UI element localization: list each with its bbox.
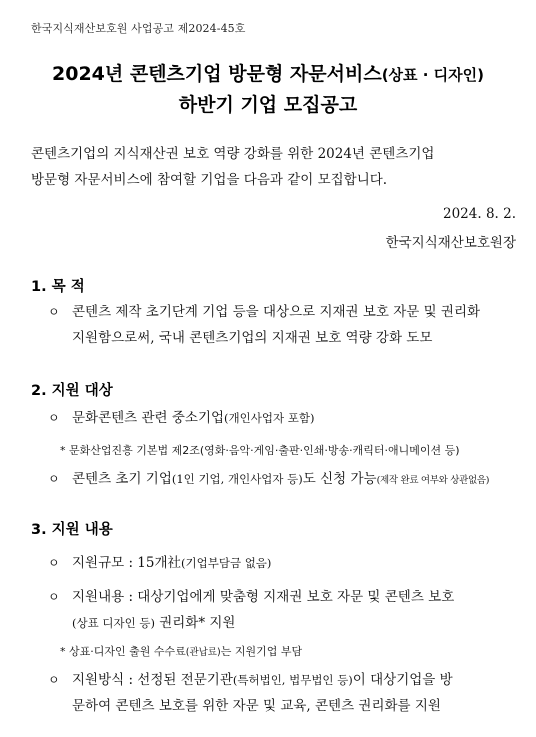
bullet-marker: ㅇ	[48, 411, 60, 425]
target-item-2-d: (제작 완료 여부와 상관없음)	[376, 475, 490, 486]
intro-line-2: 방문형 자문서비스에 참여할 기업을 다음과 같이 모집합니다.	[31, 172, 388, 188]
purpose-line-1: 콘텐츠 제작 초기단계 기업 등을 대상으로 지재권 보호 자문 및 권리화	[72, 304, 481, 320]
target-item-1	[48, 405, 524, 431]
bullet-marker: ㅇ	[48, 472, 60, 486]
content-note	[60, 643, 302, 659]
intro-line-1: 콘텐츠기업의 지식재산권 보호 역량 강화를 위한 2024년 콘텐츠기업	[31, 146, 435, 162]
purpose-line-2: 지원함으로써, 국내 콘텐츠기업의 지재권 보호 역량 강화 도모	[72, 330, 433, 346]
content-method-line-2: 문하여 콘텐츠 보호를 위한 자문 및 교육, 콘텐츠 권리화를 지원	[72, 698, 441, 714]
title-paren: (상표 · 디자인)	[381, 66, 484, 84]
purpose-item	[48, 299, 524, 351]
content-method-a: 지원방식 : 선정된 전문기관	[72, 672, 233, 688]
bullet-marker: ㅇ	[48, 556, 60, 570]
target-note: * 문화산업진흥 기본법 제2조(영화·음악·게임·출판·인쇄·방송·캐릭터·애니메이션 등)	[60, 444, 460, 457]
target-item-2	[48, 466, 524, 494]
bullet-marker: ㅇ	[48, 590, 60, 604]
bullet-marker: ㅇ	[48, 673, 60, 687]
target-item-2-a: 콘텐츠 초기 기업	[72, 471, 172, 487]
title-line-2: 하반기 기업 모집공고	[178, 94, 358, 116]
section-heading-target: 2. 지원 대상	[31, 383, 113, 399]
notice-number: 한국지식재산보호원 사업공고 제2024-45호	[31, 22, 246, 35]
issuing-organization: 한국지식재산보호원장	[385, 235, 516, 251]
target-item-1-main: 문화콘텐츠 관련 중소기업	[72, 410, 225, 426]
content-detail-item	[48, 584, 524, 636]
content-detail-line-2	[48, 610, 524, 636]
content-method-b: (특허법인, 법무법인 등)	[232, 673, 353, 687]
content-note-b: (관납료)	[185, 647, 221, 658]
content-note-c: 는 지원기업 부담	[220, 645, 303, 658]
content-scale-item	[48, 550, 524, 576]
content-scale-paren: (기업부담금 없음)	[181, 556, 272, 570]
target-item-2-b: (1인 기업, 개인사업자 등)	[171, 472, 303, 486]
title-line-1	[0, 60, 536, 89]
content-method-item	[48, 667, 524, 719]
title-main: 2024년 콘텐츠기업 방문형 자문서비스	[52, 63, 382, 85]
target-item-2-c: 도 신청 가능	[302, 471, 377, 487]
announcement-date: 2024. 8. 2.	[443, 206, 516, 222]
document-title	[0, 60, 536, 119]
content-detail-paren: (상표 디자인 등)	[72, 616, 155, 630]
content-method-c: 이 대상기업을 방	[352, 672, 453, 688]
content-note-a: * 상표·디자인 출원 수수료	[60, 645, 186, 658]
section-heading-purpose: 1. 목 적	[31, 279, 85, 295]
content-detail-main: 권리화* 지원	[154, 615, 236, 631]
bullet-marker: ㅇ	[48, 305, 60, 319]
target-item-1-paren: (개인사업자 포함)	[224, 411, 315, 425]
content-scale-label: 지원규모 : 15개社	[72, 555, 182, 571]
section-heading-content: 3. 지원 내용	[31, 522, 113, 538]
content-detail-line-1: 지원내용 : 대상기업에게 맞춤형 지재권 보호 자문 및 콘텐츠 보호	[72, 589, 455, 605]
intro-paragraph	[31, 141, 519, 193]
